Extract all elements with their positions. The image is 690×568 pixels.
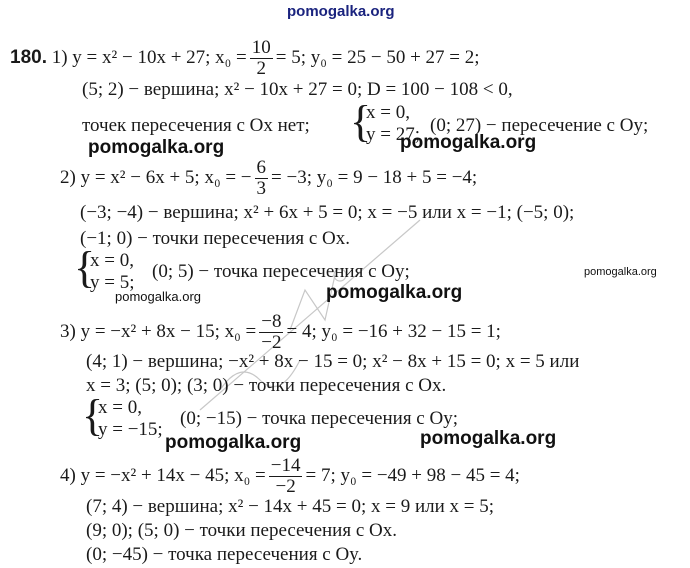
p3-x0-fraction: $\frac{-8}{-2}$: [261, 311, 282, 353]
watermark-4[interactable]: pomogalka.org: [115, 289, 201, 304]
p4-x0-fraction: $\frac{-14}{-2}$: [270, 455, 301, 497]
p3-line4: (0; −15) − точка пересечения с Oy;: [180, 408, 458, 429]
watermark-5[interactable]: pomogalka.org: [326, 282, 463, 303]
p2-sys-1: x = 0,: [90, 250, 134, 271]
p2-system-brace: {: [74, 243, 96, 292]
watermark-3[interactable]: pomogalka.org: [584, 266, 657, 278]
p1-line3a: точек пересечения с Ox нет;: [82, 115, 310, 136]
p4-line3: (9; 0); (5; 0) − точки пересечения с Ox.: [86, 520, 397, 541]
p4-head-b: = 7; y₀ = −49 + 98 − 45 = 4;: [305, 464, 520, 486]
problem-3-header: [60, 312, 501, 353]
p2-sys-2: y = 5;: [90, 271, 135, 293]
p3-head-a: 3) y = −x² + 8x − 15; x₀ =: [60, 320, 257, 342]
watermark-1[interactable]: pomogalka.org: [88, 137, 225, 158]
p1-x0-fraction: $\frac{10}{2}$: [251, 37, 271, 79]
p2-line4: (0; 5) − точка пересечения с Oy;: [152, 261, 410, 282]
p4-line2: (7; 4) − вершина; x² − 14x + 45 = 0; x = 9 или x = 5;: [86, 496, 495, 517]
p2-line2: (−3; −4) − вершина; x² + 6x + 5 = 0; x = −5 или x = −1; (−5; 0);: [80, 202, 575, 223]
p3-sys-1: x = 0,: [98, 397, 142, 418]
problem-1-header: [10, 38, 480, 79]
watermark-7[interactable]: pomogalka.org: [420, 428, 557, 449]
p1-system-brace: {: [350, 97, 372, 146]
p3-line2: (4; 1) − вершина; −x² + 8x − 15 = 0; x² − 8x + 15 = 0; x = 5 или: [86, 351, 580, 372]
watermark-top[interactable]: pomogalka.org: [287, 3, 395, 20]
p2-head-b: = −3; y₀ = 9 − 18 + 5 = −4;: [271, 166, 478, 188]
watermark-6[interactable]: pomogalka.org: [165, 432, 302, 453]
watermark-2[interactable]: pomogalka.org: [400, 132, 537, 153]
p2-line3: (−1; 0) − точки пересечения с Ox.: [80, 228, 350, 249]
p4-line4: (0; −45) − точка пересечения с Oy.: [86, 544, 363, 565]
p1-head-b: = 5; y₀ = 25 − 50 + 27 = 2;: [275, 46, 480, 68]
p2-system: [90, 250, 135, 294]
p2-head-a: 2) y = x² − 6x + 5; x₀ = −: [60, 166, 252, 188]
problem-number: 180.: [10, 46, 47, 68]
p2-x0-fraction: $\frac{6}{3}$: [256, 157, 267, 199]
problem-4-header: [60, 456, 520, 497]
p3-sys-2: y = −15;: [98, 418, 163, 440]
p1-line2: (5; 2) − вершина; x² − 10x + 27 = 0; D = 100 − 108 < 0,: [82, 79, 513, 100]
p3-line3: x = 3; (5; 0); (3; 0) − точки пересечения с Ox.: [86, 375, 447, 396]
p1-head-a: 1) y = x² − 10x + 27; x₀ =: [51, 46, 247, 68]
p1-line3b: (0; 27) − пересечение с Oy;: [430, 115, 649, 136]
problem-2-header: [60, 158, 477, 199]
p1-sys-2: y = 27;: [366, 123, 420, 145]
p4-head-a: 4) y = −x² + 14x − 45; x₀ =: [60, 464, 266, 486]
p3-system: [98, 397, 163, 441]
p3-head-b: = 4; y₀ = −16 + 32 − 15 = 1;: [286, 320, 501, 342]
p3-system-brace: {: [82, 391, 104, 440]
p1-sys-1: x = 0,: [366, 102, 410, 123]
